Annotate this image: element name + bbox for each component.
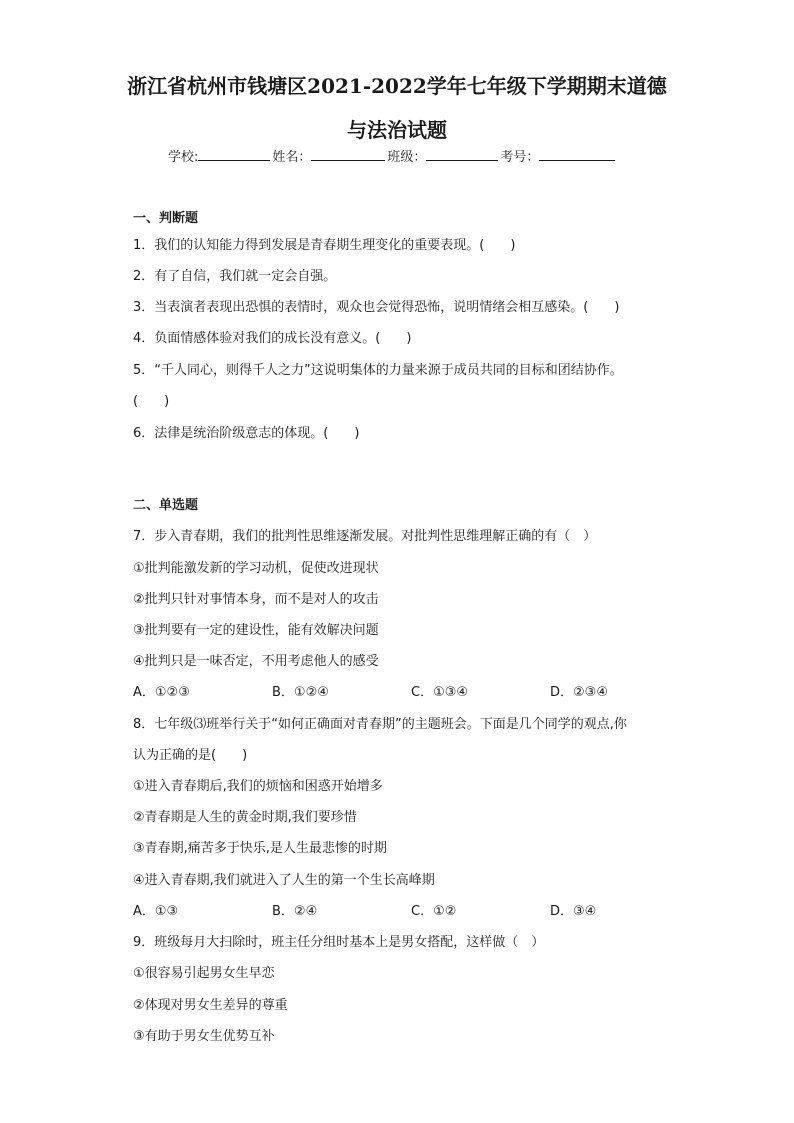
question-3: 3．当表演者表现出恐惧的表情时，观众也会觉得恐怖，说明情绪会相互感染。( ) bbox=[133, 300, 620, 315]
question-8-statement-1: ①进入青春期后,我们的烦恼和困惑开始增多 bbox=[133, 779, 383, 794]
choice-b[interactable]: B．②④ bbox=[272, 904, 318, 919]
question-4: 4．负面情感体验对我们的成长没有意义。( ) bbox=[133, 331, 412, 346]
question-8-statement-3: ③青春期,痛苦多于快乐,是人生最悲惨的时期 bbox=[133, 841, 387, 856]
question-9-statement-2: ②体现对男女生差异的尊重 bbox=[133, 998, 288, 1013]
school-label: 学校: bbox=[168, 150, 199, 165]
question-6: 6．法律是统治阶级意志的体现。( ) bbox=[133, 426, 360, 441]
choice-d[interactable]: D．③④ bbox=[550, 904, 597, 919]
question-9-stem: 9．班级每月大扫除时，班主任分组时基本上是男女搭配，这样做（ ） bbox=[133, 935, 545, 950]
choice-b[interactable]: B．①②④ bbox=[272, 685, 329, 700]
question-5-bracket: ( ) bbox=[133, 394, 170, 409]
question-7-choices bbox=[133, 681, 689, 700]
number-blank[interactable] bbox=[539, 146, 615, 161]
question-7-statement-3: ③批判要有一定的建设性，能有效解决问题 bbox=[133, 623, 379, 638]
choice-a[interactable]: A．①②③ bbox=[133, 685, 190, 700]
choice-d[interactable]: D．②③④ bbox=[550, 685, 608, 700]
choice-c[interactable]: C．①③④ bbox=[411, 685, 469, 700]
question-5: 5．“千人同心，则得千人之力”这说明集体的力量来源于成员共同的目标和团结协作。 bbox=[133, 363, 623, 378]
question-8-choices bbox=[133, 900, 689, 919]
question-7-statement-2: ②批判只针对事情本身，而不是对人的攻击 bbox=[133, 592, 379, 607]
question-1: 1．我们的认知能力得到发展是青春期生理变化的重要表现。( ) bbox=[133, 238, 516, 253]
page-title-line-2: 与法治试题 bbox=[347, 118, 447, 142]
number-label: 考号： bbox=[500, 150, 540, 165]
class-blank[interactable] bbox=[426, 146, 498, 161]
question-8-stem: 8．七年级⑶班举行关于“如何正确面对青春期”的主题班会。下面是几个同学的观点,你 bbox=[133, 717, 627, 732]
choice-c[interactable]: C．①② bbox=[411, 904, 457, 919]
name-label: 姓名： bbox=[272, 150, 312, 165]
question-7-stem: 7．步入青春期，我们的批判性思维逐渐发展。对批判性思维理解正确的有（ ） bbox=[133, 529, 597, 544]
name-blank[interactable] bbox=[311, 146, 385, 161]
question-8-stem-cont: 认为正确的是( ) bbox=[133, 748, 248, 763]
question-8-statement-4: ④进入青春期,我们就进入了人生的第一个生长高峰期 bbox=[133, 873, 435, 888]
section-heading-single-choice: 二、单选题 bbox=[133, 498, 199, 513]
question-2: 2．有了自信，我们就一定会自强。 bbox=[133, 269, 337, 284]
student-info-row bbox=[168, 146, 617, 165]
question-7-statement-4: ④批判只是一味否定，不用考虑他人的感受 bbox=[133, 654, 379, 669]
page-title-line-1: 浙江省杭州市钱塘区2021-2022学年七年级下学期期末道德 bbox=[127, 74, 667, 98]
school-blank[interactable] bbox=[198, 146, 270, 161]
choice-a[interactable]: A．①③ bbox=[133, 904, 179, 919]
question-9-statement-1: ①很容易引起男女生早恋 bbox=[133, 966, 275, 981]
class-label: 班级： bbox=[387, 150, 427, 165]
question-9-statement-3: ③有助于男女生优势互补 bbox=[133, 1029, 275, 1044]
question-8-statement-2: ②青春期是人生的黄金时期,我们要珍惜 bbox=[133, 810, 357, 825]
section-heading-judgement: 一、判断题 bbox=[133, 211, 199, 226]
question-7-statement-1: ①批判能激发新的学习动机，促使改进现状 bbox=[133, 561, 379, 576]
